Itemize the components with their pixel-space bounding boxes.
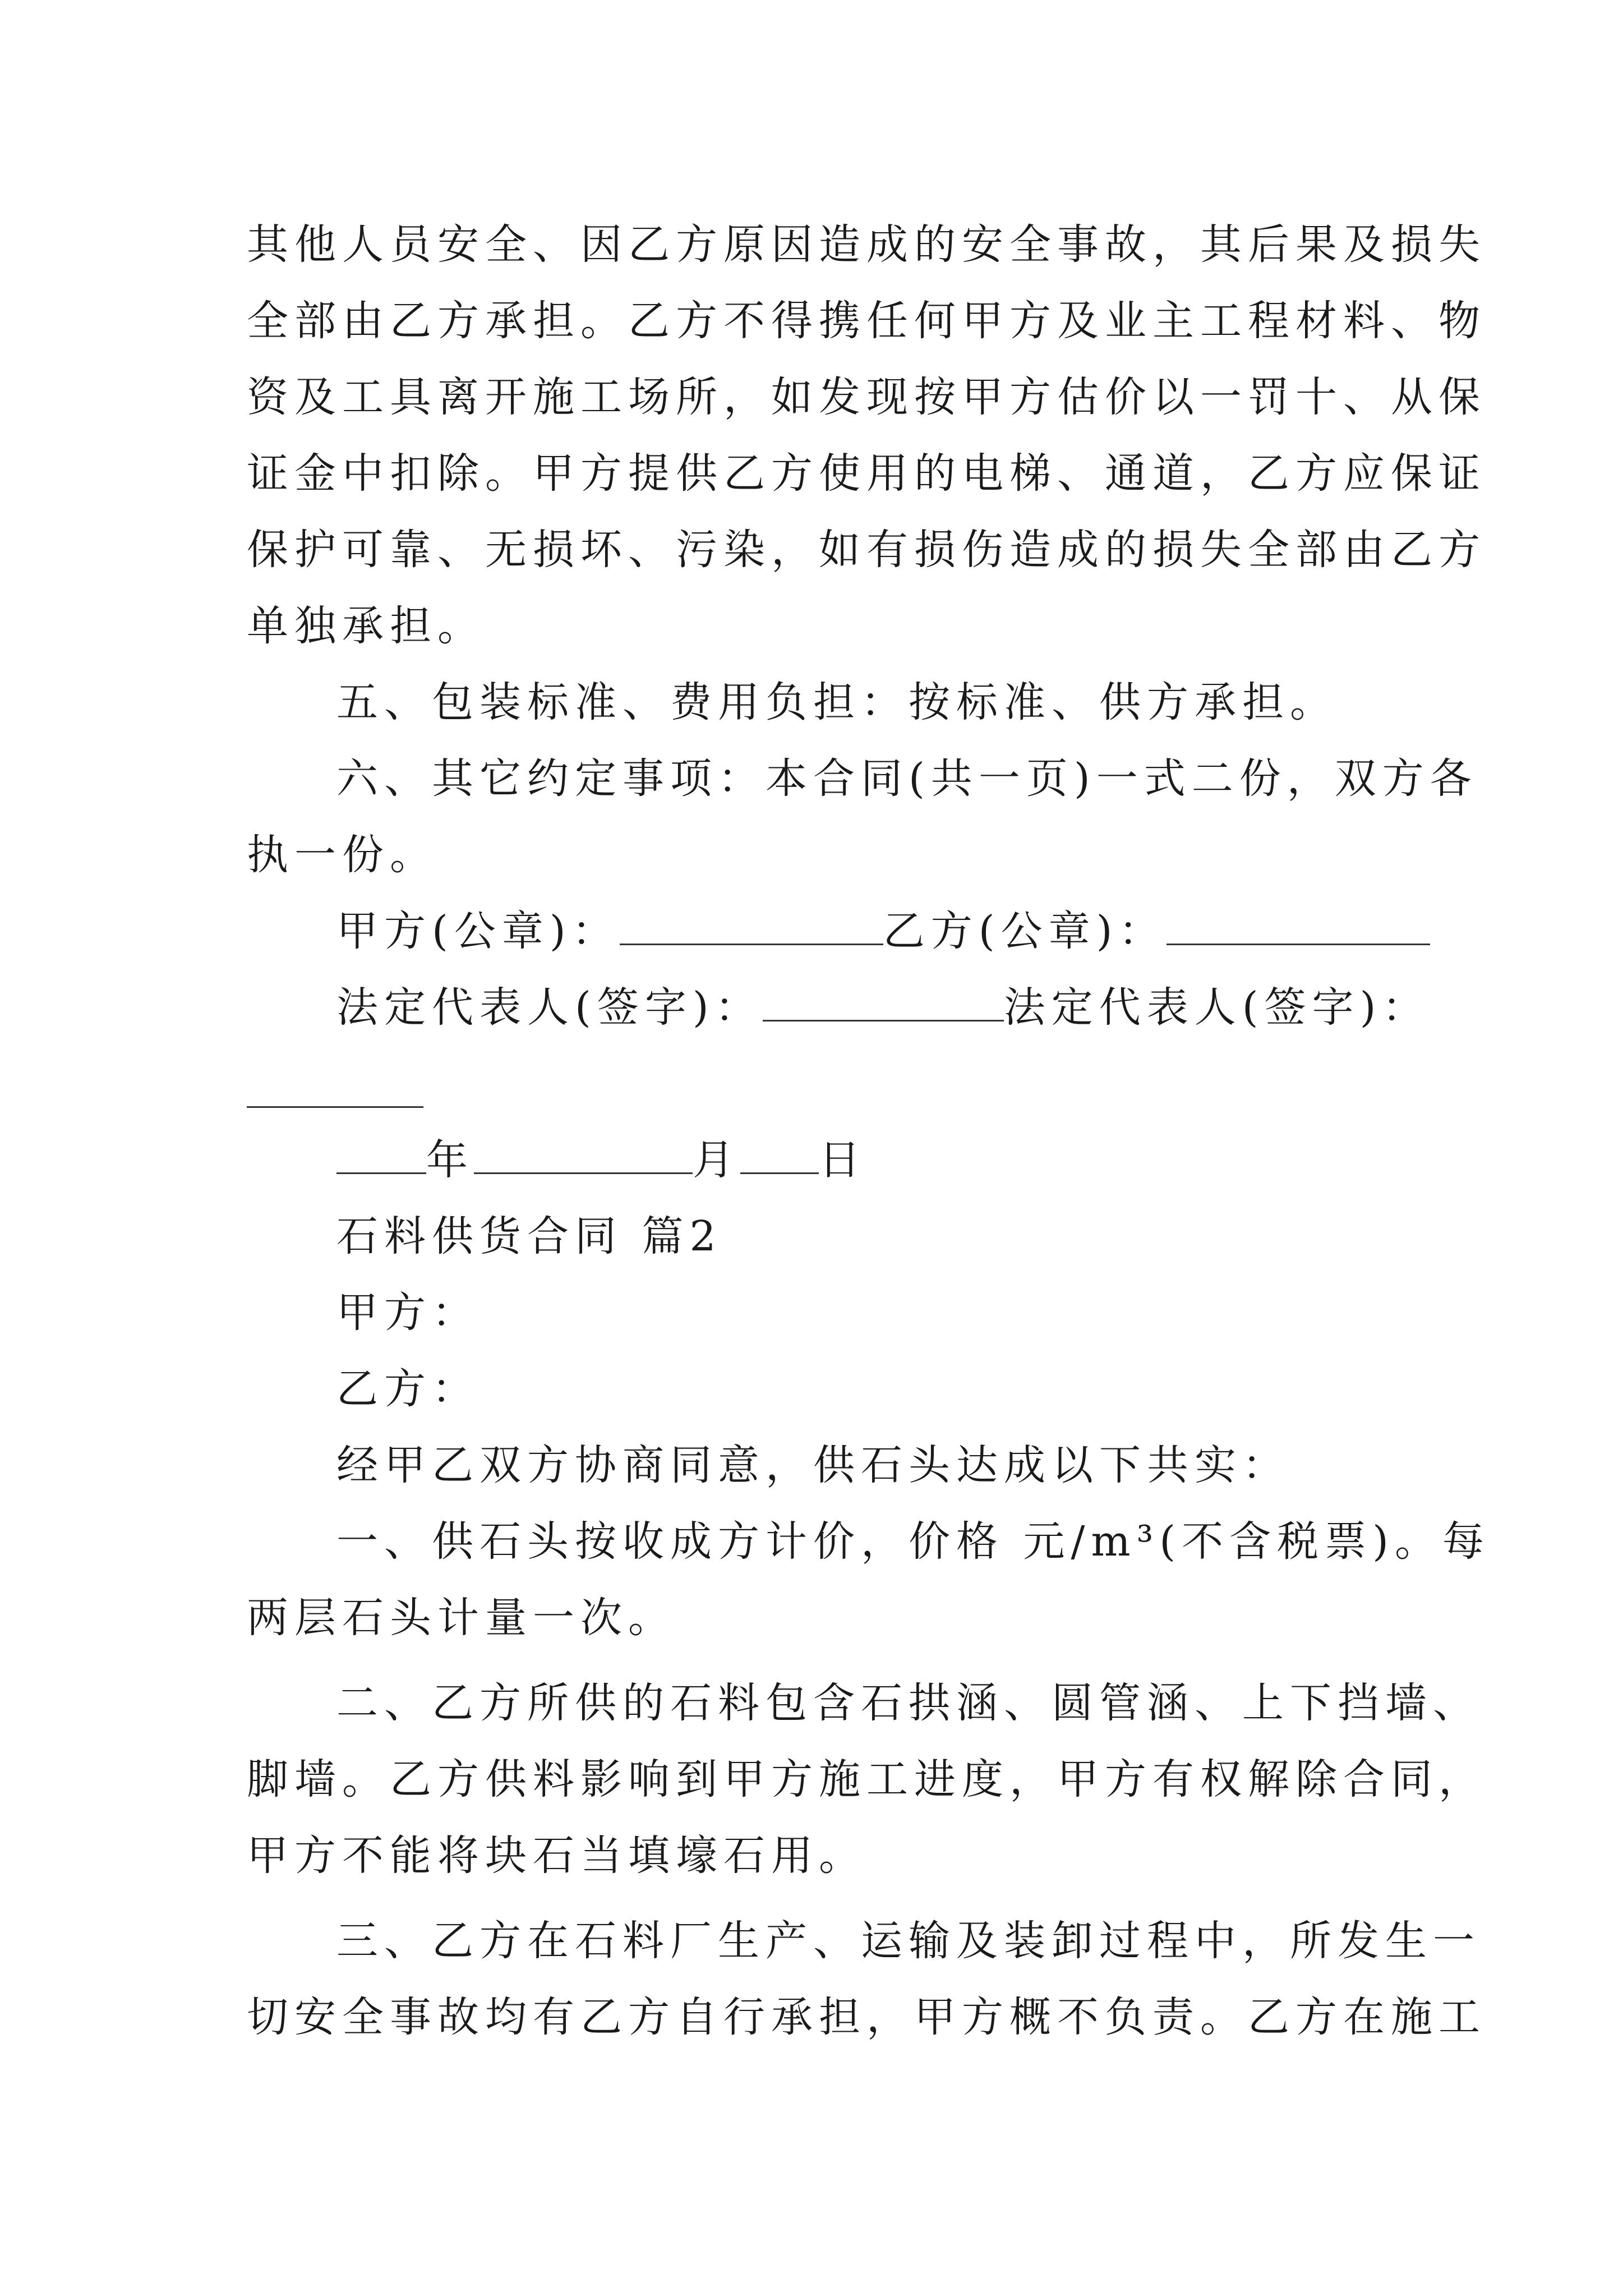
text-line-6: 单独承担。: [247, 602, 485, 650]
party-a-rep-blank: [763, 977, 1004, 1022]
party-b-rep-label: 法定代表人(签字)：: [1003, 983, 1430, 1032]
clause-3-line-2: 切安全事故均有乙方自行承担，甲方概不负责。乙方在施工: [247, 1993, 1486, 2041]
month-label: 月: [693, 1136, 740, 1184]
clause-2-line-3: 甲方不能将块石当填壕石用。: [247, 1832, 866, 1880]
clause-1-line-2: 两层石头计量一次。: [247, 1594, 676, 1642]
rep-b-signature-blank: [247, 1106, 423, 1108]
party-a-rep-label: 法定代表人(签字)：: [336, 983, 763, 1032]
party-a-label: 甲方：: [336, 1289, 479, 1337]
text-line-3: 资及工具离开施工场所，如发现按甲方估价以一罚十、从保: [247, 373, 1486, 421]
text-line-2: 全部由乙方承担。乙方不得携任何甲方及业主工程材料、物: [247, 297, 1486, 345]
clause-1-line-1: 一、供石头按收成方计价，价格 元/m³(不含税票)。每: [336, 1517, 1491, 1566]
signature-row-seal: [336, 893, 1430, 969]
section-title-2: 石料供货合同 篇2: [336, 1212, 722, 1260]
text-line-4: 证金中扣除。甲方提供乙方使用的电梯、通道，乙方应保证: [247, 449, 1486, 498]
agreement-intro: 经甲乙双方协商同意，供石头达成以下共实：: [336, 1441, 1290, 1489]
party-b-seal-label: 乙方(公章)：: [883, 907, 1166, 955]
clause-other-line-2: 执一份。: [247, 831, 437, 879]
date-row: [336, 1122, 866, 1198]
text-line-5: 保护可靠、无损坏、污染，如有损伤造成的损失全部由乙方: [247, 526, 1486, 574]
month-blank: [474, 1130, 693, 1174]
year-label: 年: [426, 1136, 474, 1184]
text-line-1: 其他人员安全、因乙方原因造成的安全事故，其后果及损失: [247, 220, 1486, 269]
clause-3-line-1: 三、乙方在石料厂生产、运输及装卸过程中，所发生一: [336, 1917, 1481, 1965]
party-b-seal-blank: [1166, 901, 1430, 945]
party-b-label: 乙方：: [336, 1365, 479, 1413]
clause-other-line-1: 六、其它约定事项：本合同(共一页)一式二份，双方各: [336, 754, 1478, 803]
party-a-seal-label: 甲方(公章)：: [336, 907, 620, 955]
clause-packaging: 五、包装标准、费用负担：按标准、供方承担。: [336, 678, 1338, 726]
clause-2-line-1: 二、乙方所供的石料包含石拱涵、圆管涵、上下挡墙、: [336, 1679, 1481, 1727]
clause-2-line-2: 脚墙。乙方供料影响到甲方施工进度，甲方有权解除合同，: [247, 1755, 1486, 1803]
party-a-seal-blank: [620, 901, 883, 945]
day-label: 日: [819, 1136, 866, 1184]
signature-row-representative: [336, 969, 1430, 1046]
year-blank: [336, 1130, 426, 1174]
day-blank: [740, 1130, 819, 1174]
